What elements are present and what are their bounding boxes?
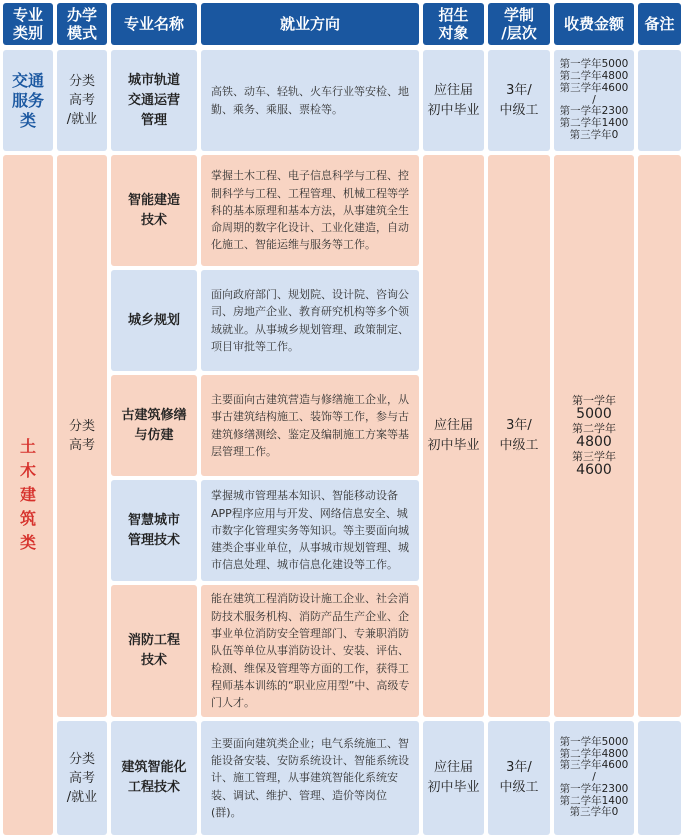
employment-rail-transit: 高铁、动车、轻轨、火车行业等安检、地勤、乘务、乘服、票检等。 — [201, 50, 419, 151]
employment-intelligent-construction: 掌握土木工程、电子信息科学与工程、控制科学与工程、工程管理、机械工程等学科的基本原理和基本方法，从事建筑全生命周期的数字化设计、工业化建造，自动化施工、智能运维与服务等工作。 — [201, 155, 419, 266]
major-name-fire-engineering: 消防工程 技术 — [111, 585, 197, 717]
employment-smart-city: 掌握城市管理基本知识、智能移动设备APP程序应用与开发、网络信息安全、城市数字化管理实务等知识。等主要面向城建类企事业单位，从事城市规划管理、城市信息处理、城市信息化建设等工作。 — [201, 480, 419, 581]
employment-ancient-building: 主要面向古建筑营造与修缮施工企业，从事古建筑结构施工、装饰等工作，参与古建筑修缮测绘、鉴定及编制施工方案等基层管理工作。 — [201, 375, 419, 476]
header-enroll: 招生 对象 — [423, 3, 484, 45]
major-name-ancient-building: 古建筑修缮 与仿建 — [111, 375, 197, 476]
employment-urban-planning: 面向政府部门、规划院、设计院、咨询公司、房地产企业、教育研究机构等多个领域就业。从事城乡规划管理、政策制定、项目审批等工作。 — [201, 270, 419, 371]
note-civil — [638, 155, 681, 717]
enroll-traffic: 应往届 初中毕业 — [423, 50, 484, 151]
level-building-intelligence: 3年/ 中级工 — [488, 721, 550, 835]
fee-traffic: 第一学年5000 第二学年4800 第三学年4600 / 第一学年2300 第二学年1400 第三学年0 — [554, 50, 634, 151]
major-name-intelligent-construction: 智能建造 技术 — [111, 155, 197, 266]
header-category: 专业 类别 — [3, 3, 53, 45]
major-name-building-intelligence: 建筑智能化 工程技术 — [111, 721, 197, 835]
employment-building-intelligence: 主要面向建筑类企业；电气系统施工、智能设备安装、安防系统设计、智能系统设计、施工管理，从事建筑智能化系统安装、调试、维护、管理、造价等岗位(群)。 — [201, 721, 419, 835]
employment-fire-engineering: 能在建筑工程消防设计施工企业、社会消防技术服务机构、消防产品生产企业、企事业单位消防安全管理部门、专兼职消防队伍等单位从事消防设计、安装、评估、检测、维保及管理等方面的工作，获得工程师基本训练的“职业应用型”中、高级专门人才。 — [201, 585, 419, 717]
header-fee: 收费金额 — [554, 3, 634, 45]
header-mode: 办学 模式 — [57, 3, 107, 45]
enroll-civil: 应往届 初中毕业 — [423, 155, 484, 717]
fee-building-intelligence: 第一学年5000 第二学年4800 第三学年4600 / 第一学年2300 第二学年1400 第三学年0 — [554, 721, 634, 835]
header-level: 学制 /层次 — [488, 3, 550, 45]
header-major-name: 专业名称 — [111, 3, 197, 45]
category-civil-engineering: 土 木 建 筑 类 — [3, 155, 53, 835]
level-traffic: 3年/ 中级工 — [488, 50, 550, 151]
fee-civil: 第一学年 5000 第二学年 4800 第三学年 4600 — [554, 155, 634, 717]
major-name-urban-planning: 城乡规划 — [111, 270, 197, 371]
category-traffic-service: 交通 服务 类 — [3, 50, 53, 151]
header-employment: 就业方向 — [201, 3, 419, 45]
note-building-intelligence — [638, 721, 681, 835]
level-civil: 3年/ 中级工 — [488, 155, 550, 717]
major-name-smart-city: 智慧城市 管理技术 — [111, 480, 197, 581]
note-traffic — [638, 50, 681, 151]
major-name-rail-transit: 城市轨道 交通运营 管理 — [111, 50, 197, 151]
enroll-building-intelligence: 应往届 初中毕业 — [423, 721, 484, 835]
mode-building-intelligence: 分类 高考 /就业 — [57, 721, 107, 835]
mode-civil: 分类 高考 — [57, 155, 107, 717]
header-note: 备注 — [638, 3, 681, 45]
mode-traffic: 分类 高考 /就业 — [57, 50, 107, 151]
